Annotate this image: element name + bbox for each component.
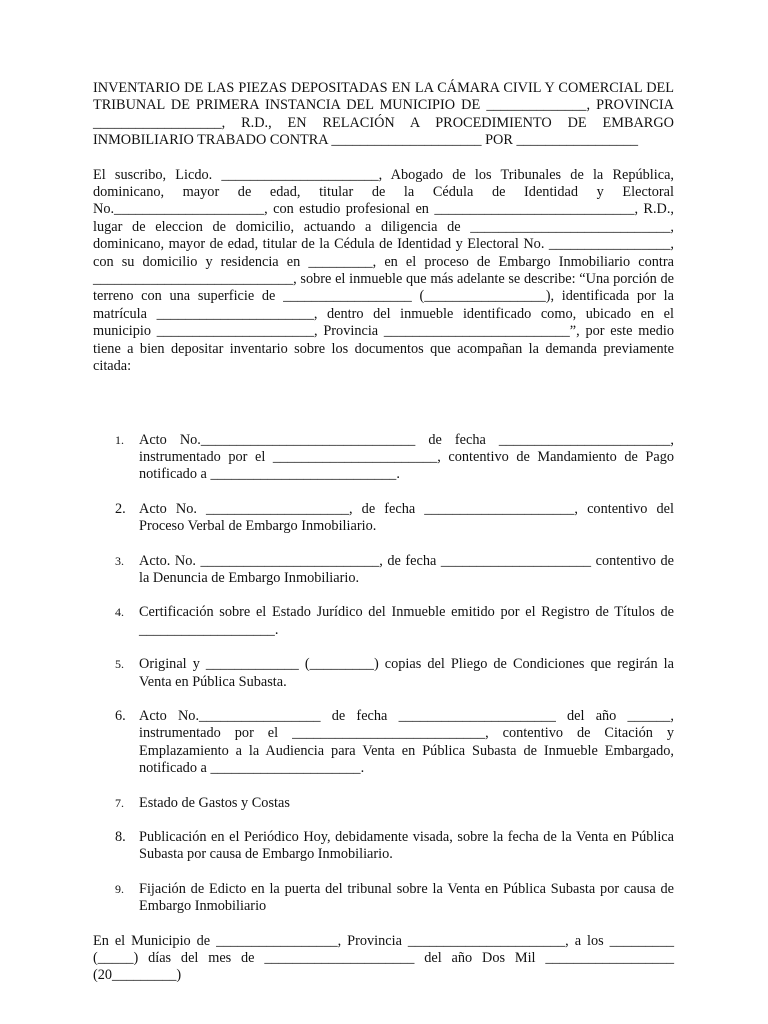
list-item [115, 604, 674, 639]
list-item [115, 829, 674, 864]
list-item-text: Acto. No. _________________________, de fecha _____________________ contentivo de la Denuncia de Embargo Inmobiliario. [139, 552, 674, 586]
list-item-number: 6. [115, 707, 126, 724]
list-item-number: 2. [115, 500, 126, 517]
list-item [115, 552, 674, 588]
list-item [115, 707, 674, 778]
list-item-number: 1. [115, 432, 124, 447]
list-item-number: 3. [115, 553, 124, 568]
list-item [115, 794, 674, 812]
list-item-number: 8. [115, 829, 126, 845]
list-item-text: Certificación sobre el Estado Jurídico del Inmueble emitido por el Registro de Títulos de ___________________. [139, 604, 674, 638]
list-item-number: 5. [115, 657, 124, 672]
list-item-number: 9. [115, 881, 124, 896]
intro-paragraph: El suscribo, Licdo. ______________________, Abogado de los Tribunales de la República, dominicano, mayor de edad, titular de la Cédula de Identidad y Electoral No._____________________, con estudio profesional en ____________________________, R.D., lugar de eleccion de domicilio, actuando a diligencia de ____________________________, dominicano, mayor de edad, titular de la Cédula de Identidad y Electoral No. _________________, con su domicilio y residencia en _________, en el proceso de Embargo Inmobiliario contra ____________________________, sobre el inmueble que más adelante se describe: “Una porción de terreno con una superficie de __________________ (_________________), identificada por la matrícula ______________________, dentro del inmueble identificado como, ubicado en el municipio ______________________, Provincia __________________________”, por este medio tiene a bien depositar inventario sobre los documentos que acompañan la demanda previamente citada: [93, 166, 674, 375]
document-title: INVENTARIO DE LAS PIEZAS DEPOSITADAS EN LA CÁMARA CIVIL Y COMERCIAL DEL TRIBUNAL DE PRIMERA INSTANCIA DEL MUNICIPIO DE ______________, PROVINCIA __________________, R.D., EN RELACIÓN A PROCEDIMIENTO DE EMBARGO INMOBILIARIO TRABADO CONTRA _____________________ POR _________________ [93, 80, 674, 149]
list-item-number: 7. [115, 795, 124, 810]
list-item-number: 4. [115, 605, 124, 620]
list-item-text: Acto No._________________ de fecha ______________________ del año ______, instrumentado por el ___________________________, contentivo de Citación y Emplazamiento a la Audiencia para Venta en Pública Subasta de Inmueble Embargado, notificado a _____________________. [139, 707, 674, 777]
list-item [115, 500, 674, 536]
list-item-text: Estado de Gastos y Costas [139, 794, 290, 811]
list-item [115, 431, 674, 484]
list-item-text: Publicación en el Periódico Hoy, debidamente visada, sobre la fecha de la Venta en Pública Subasta por causa de Embargo Inmobiliario. [139, 829, 674, 863]
closing-paragraph: En el Municipio de _________________, Provincia ______________________, a los _________ (_____) días del mes de _____________________ del año Dos Mil __________________ (20_________) [93, 932, 674, 984]
list-item [115, 880, 674, 916]
list-item-text: Fijación de Edicto en la puerta del tribunal sobre la Venta en Pública Subasta por causa de Embargo Inmobiliario [139, 880, 674, 915]
list-item-text: Acto No.______________________________ de fecha ________________________, instrumentado por el _______________________, contentivo de Mandamiento de Pago notificado a __________________________. [139, 431, 674, 483]
inventory-list [93, 432, 674, 916]
list-item-text: Original y _____________ (_________) copias del Pliego de Condiciones que regirán la Venta en Pública Subasta. [139, 656, 674, 690]
list-item [115, 656, 674, 691]
list-item-text: Acto No. ____________________, de fecha _____________________, contentivo del Proceso Verbal de Embargo Inmobiliario. [139, 500, 674, 535]
